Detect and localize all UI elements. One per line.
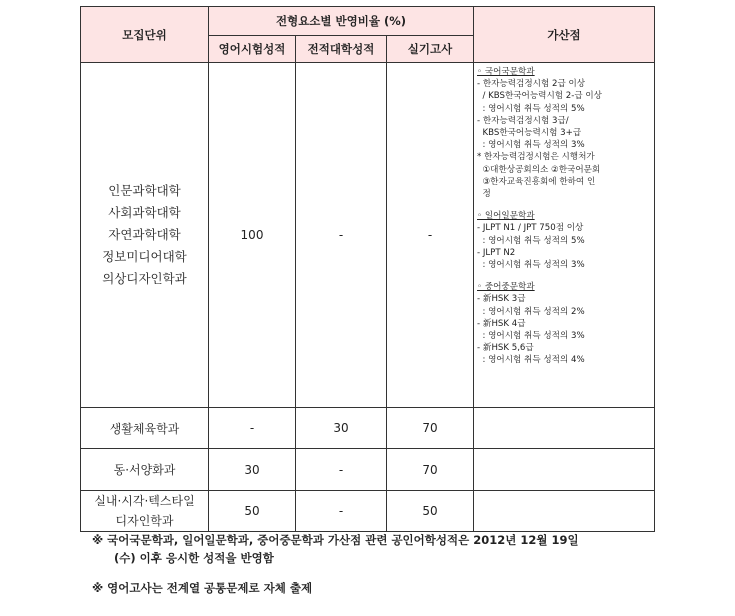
- bonus-line: : 영어시험 취득 성적의 3%: [477, 260, 585, 271]
- row1-practical: -: [387, 63, 474, 408]
- unit-name: 의상디자인학과: [102, 271, 187, 286]
- header-practical: 실기고사: [387, 36, 474, 63]
- row4-transfer: -: [296, 491, 387, 532]
- bonus-line: / KBS한국어능력시험 2-급 이상: [477, 91, 602, 102]
- bonus-line: ③한자교육진흥회에 한하여 인: [477, 176, 596, 187]
- unit-name: 자연과학대학: [108, 227, 181, 242]
- bonus-korean-title: ◦ 국어국문학과: [477, 67, 535, 77]
- unit-name: 정보미디어대학: [102, 249, 187, 264]
- admission-table-container: [80, 6, 654, 532]
- row2-transfer: 30: [296, 408, 387, 449]
- row3-practical: 70: [387, 449, 474, 491]
- bonus-japanese-title: ◦ 일어일문학과: [477, 211, 535, 222]
- note2: ※ 영어고사는 전계열 공통문제로 자체 출제: [92, 581, 313, 595]
- header-ratio-group: 전형요소별 반영비율 (%): [209, 7, 474, 36]
- row2-practical: 70: [387, 408, 474, 449]
- header-unit: 모집단위: [81, 7, 209, 63]
- row4-practical: 50: [387, 491, 474, 532]
- row3-english: 30: [209, 449, 296, 491]
- header-transfer: 전적대학성적: [296, 36, 387, 63]
- bonus-line: - 한자능력검정시험 3급/: [477, 115, 569, 126]
- row2-unit: 생활체육학과: [81, 408, 209, 449]
- bonus-line: - 新HSK 4급: [477, 318, 526, 329]
- bonus-line: - 新HSK 3급: [477, 294, 526, 305]
- row3-unit: 동·서양화과: [81, 449, 209, 491]
- spacer: [477, 200, 654, 210]
- bonus-chinese-title: ◦ 중어중문학과: [477, 282, 535, 293]
- bonus-line: : 영어시험 취득 성적의 3%: [477, 331, 585, 342]
- row1-english: 100: [209, 63, 296, 408]
- bonus-line: ①대한상공회의소 ②한국어문회: [477, 164, 601, 175]
- header-bonus: 가산점: [474, 7, 655, 63]
- footnotes: [92, 531, 672, 597]
- row2-bonus: [474, 408, 655, 449]
- row4-units: [81, 491, 209, 532]
- bonus-line: - 新HSK 5,6급: [477, 343, 534, 354]
- bonus-line: : 영어시험 취득 성적의 5%: [477, 103, 585, 114]
- unit-name: 실내·시각·텍스타일: [94, 494, 195, 508]
- table-row: [81, 449, 655, 491]
- table-row: [81, 491, 655, 532]
- admission-ratio-table: [80, 6, 655, 532]
- unit-name: 디자인학과: [115, 514, 174, 528]
- table-row: [81, 63, 655, 408]
- spacer: [477, 271, 654, 281]
- row3-transfer: -: [296, 449, 387, 491]
- row1-transfer: -: [296, 63, 387, 408]
- bonus-cell: [474, 63, 655, 408]
- row3-bonus: [474, 449, 655, 491]
- note1-line1: ※ 국어국문학과, 일어일문학과, 중어중문학과 가산점 관련 공인어학성적은 2012년 12월 19일: [92, 533, 579, 547]
- bonus-line: : 영어시험 취득 성적의 3%: [477, 140, 585, 151]
- bonus-line: - JLPT N2: [477, 247, 516, 258]
- table-row: [81, 408, 655, 449]
- bonus-line: * 한자능력검정시험은 시행처가: [477, 152, 595, 163]
- row1-units: [81, 63, 209, 408]
- bonus-line: - 한자능력검정시험 2급 이상: [477, 79, 586, 90]
- bonus-line: KBS한국어능력시험 3+급: [477, 128, 582, 139]
- row4-bonus: [474, 491, 655, 532]
- bonus-line: : 영어시험 취득 성적의 5%: [477, 235, 585, 246]
- row4-english: 50: [209, 491, 296, 532]
- row2-english: -: [209, 408, 296, 449]
- bonus-line: : 영어시험 취득 성적의 4%: [477, 355, 585, 366]
- note1-line2: (수) 이후 응시한 성적을 반영함: [114, 551, 274, 565]
- bonus-line: 정: [477, 189, 491, 200]
- unit-name: 인문과학대학: [108, 183, 181, 198]
- unit-name: 사회과학대학: [108, 205, 181, 220]
- bonus-line: : 영어시험 취득 성적의 2%: [477, 306, 585, 317]
- header-english: 영어시험성적: [209, 36, 296, 63]
- bonus-line: - JLPT N1 / JPT 750점 이상: [477, 223, 584, 234]
